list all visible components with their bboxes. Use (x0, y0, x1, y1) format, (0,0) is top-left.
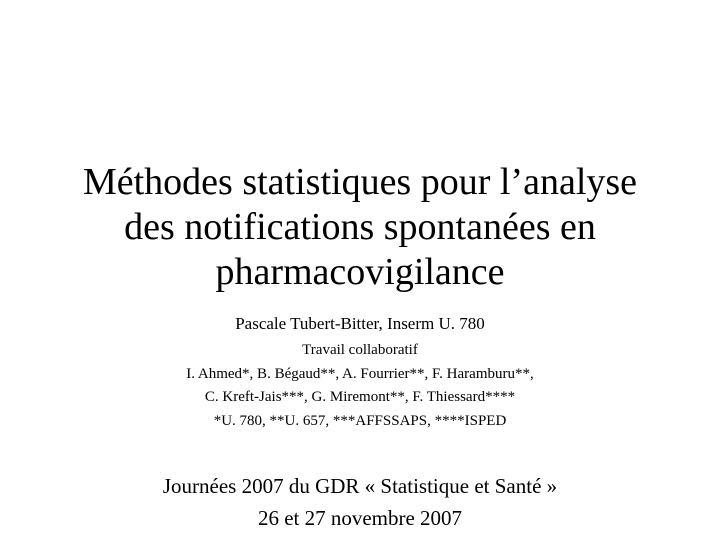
affiliations-line: *U. 780, **U. 657, ***AFFSSAPS, ****ISPED (213, 412, 507, 429)
author-line: Pascale Tubert-Bitter, Inserm U. 780 (235, 314, 485, 333)
slide-title (40, 160, 680, 295)
collaborators-block (40, 339, 680, 433)
event-name: Journées 2007 du GDR « Statistique et Santé » (162, 474, 558, 498)
collaborators-line: C. Kreft-Jais***, G. Miremont**, F. Thiessard**** (204, 389, 516, 405)
collaborators-line: I. Ahmed*, B. Bégaud**, A. Fourrier**, F. Haramburu**, (186, 365, 534, 382)
title-line: Méthodes statistiques pour l’analyse (82, 161, 638, 203)
title-line: pharmacovigilance (215, 251, 505, 293)
event-block (40, 470, 680, 534)
title-line: des notifications spontanées en (124, 206, 596, 248)
collaboration-heading: Travail collaboratif (302, 342, 418, 358)
event-date: 26 et 27 novembre 2007 (257, 506, 463, 530)
